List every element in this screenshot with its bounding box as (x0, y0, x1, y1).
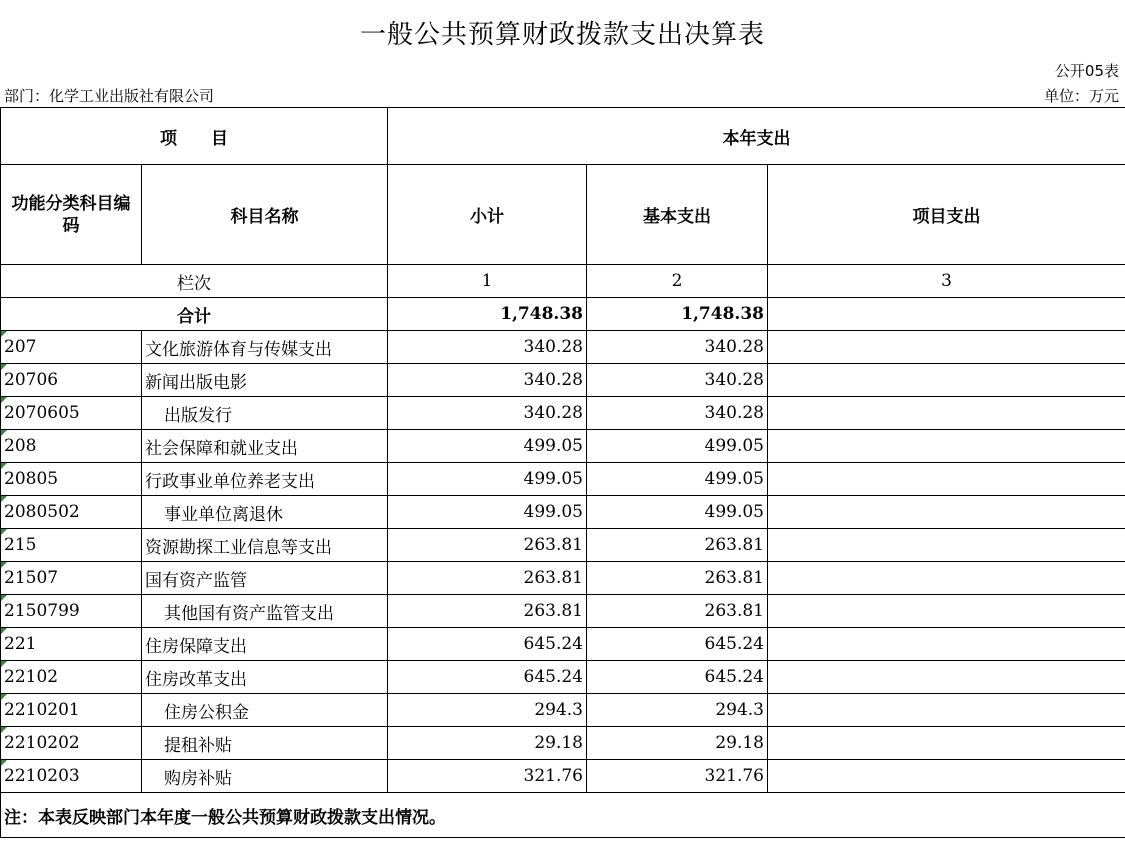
row-basic: 645.24 (587, 661, 768, 694)
row-code: 2210201 (1, 694, 142, 727)
row-subtotal: 321.76 (388, 760, 587, 793)
row-name: 购房补贴 (142, 760, 388, 793)
row-subtotal: 499.05 (388, 430, 587, 463)
row-name: 其他国有资产监管支出 (142, 595, 388, 628)
row-code: 20805 (1, 463, 142, 496)
row-subtotal: 499.05 (388, 496, 587, 529)
row-subtotal: 499.05 (388, 463, 587, 496)
row-name: 文化旅游体育与传媒支出 (142, 331, 388, 364)
row-code: 2070605 (1, 397, 142, 430)
row-name: 行政事业单位养老支出 (142, 463, 388, 496)
row-project (768, 463, 1125, 496)
row-code: 22102 (1, 661, 142, 694)
row-name: 住房保障支出 (142, 628, 388, 661)
column-number-row (1, 265, 1125, 298)
row-basic: 263.81 (587, 529, 768, 562)
row-name: 资源勘探工业信息等支出 (142, 529, 388, 562)
row-name: 社会保障和就业支出 (142, 430, 388, 463)
row-basic: 645.24 (587, 628, 768, 661)
row-basic: 321.76 (587, 760, 768, 793)
table-row (1, 463, 1125, 496)
row-basic: 29.18 (587, 727, 768, 760)
row-basic: 263.81 (587, 595, 768, 628)
row-basic: 499.05 (587, 496, 768, 529)
header-basic: 基本支出 (587, 165, 768, 265)
table-row (1, 628, 1125, 661)
row-basic: 499.05 (587, 430, 768, 463)
row-name: 新闻出版电影 (142, 364, 388, 397)
table-row (1, 331, 1125, 364)
row-name: 事业单位离退休 (142, 496, 388, 529)
table-row (1, 760, 1125, 793)
row-project (768, 760, 1125, 793)
row-project (768, 397, 1125, 430)
row-project (768, 364, 1125, 397)
expenditure-table (0, 107, 1125, 838)
row-subtotal: 340.28 (388, 397, 587, 430)
row-subtotal: 263.81 (388, 529, 587, 562)
total-label: 合计 (1, 298, 388, 331)
table-row (1, 364, 1125, 397)
header-project: 项目支出 (768, 165, 1125, 265)
row-project (768, 595, 1125, 628)
row-subtotal: 340.28 (388, 331, 587, 364)
row-project (768, 562, 1125, 595)
note-row (1, 793, 1125, 838)
row-name: 国有资产监管 (142, 562, 388, 595)
row-project (768, 496, 1125, 529)
row-subtotal: 294.3 (388, 694, 587, 727)
table-row (1, 397, 1125, 430)
row-basic: 499.05 (587, 463, 768, 496)
row-basic: 340.28 (587, 364, 768, 397)
header-row-1 (1, 108, 1125, 165)
header-current-year: 本年支出 (388, 108, 1125, 165)
row-basic: 340.28 (587, 331, 768, 364)
row-project (768, 661, 1125, 694)
row-subtotal: 263.81 (388, 562, 587, 595)
total-basic: 1,748.38 (587, 298, 768, 331)
row-code: 207 (1, 331, 142, 364)
row-name: 住房改革支出 (142, 661, 388, 694)
page-title: 一般公共预算财政拨款支出决算表 (359, 20, 765, 50)
row-project (768, 331, 1125, 364)
row-subtotal: 645.24 (388, 628, 587, 661)
column-number-3: 3 (768, 265, 1125, 298)
header-name: 科目名称 (142, 165, 388, 265)
row-code: 20706 (1, 364, 142, 397)
row-subtotal: 263.81 (388, 595, 587, 628)
row-name: 提租补贴 (142, 727, 388, 760)
row-project (768, 430, 1125, 463)
row-project (768, 628, 1125, 661)
unit-label: 单位：万元 (1043, 87, 1119, 105)
table-row (1, 562, 1125, 595)
row-name: 出版发行 (142, 397, 388, 430)
table-row (1, 529, 1125, 562)
row-code: 221 (1, 628, 142, 661)
department-label: 部门：化学工业出版社有限公司 (4, 87, 215, 105)
table-row (1, 430, 1125, 463)
row-name: 住房公积金 (142, 694, 388, 727)
row-code: 21507 (1, 562, 142, 595)
row-subtotal: 645.24 (388, 661, 587, 694)
table-note: 注：本表反映部门本年度一般公共预算财政拨款支出情况。 (1, 793, 1125, 838)
row-code: 2210203 (1, 760, 142, 793)
total-project (768, 298, 1125, 331)
row-code: 208 (1, 430, 142, 463)
table-row (1, 595, 1125, 628)
row-basic: 294.3 (587, 694, 768, 727)
header-row-2 (1, 165, 1125, 265)
table-row (1, 727, 1125, 760)
row-basic: 340.28 (587, 397, 768, 430)
row-code: 215 (1, 529, 142, 562)
total-subtotal: 1,748.38 (388, 298, 587, 331)
table-row (1, 496, 1125, 529)
row-code: 2080502 (1, 496, 142, 529)
row-project (768, 694, 1125, 727)
row-basic: 263.81 (587, 562, 768, 595)
row-project (768, 727, 1125, 760)
header-subtotal: 小计 (388, 165, 587, 265)
header-code: 功能分类科目编码 (1, 165, 142, 265)
row-subtotal: 29.18 (388, 727, 587, 760)
column-number-label: 栏次 (1, 265, 388, 298)
table-row (1, 694, 1125, 727)
row-project (768, 529, 1125, 562)
form-number: 公开05表 (1054, 62, 1119, 80)
header-item: 项 目 (1, 108, 388, 165)
table-row (1, 661, 1125, 694)
row-code: 2150799 (1, 595, 142, 628)
row-subtotal: 340.28 (388, 364, 587, 397)
row-code: 2210202 (1, 727, 142, 760)
total-row (1, 298, 1125, 331)
column-number-2: 2 (587, 265, 768, 298)
column-number-1: 1 (388, 265, 587, 298)
